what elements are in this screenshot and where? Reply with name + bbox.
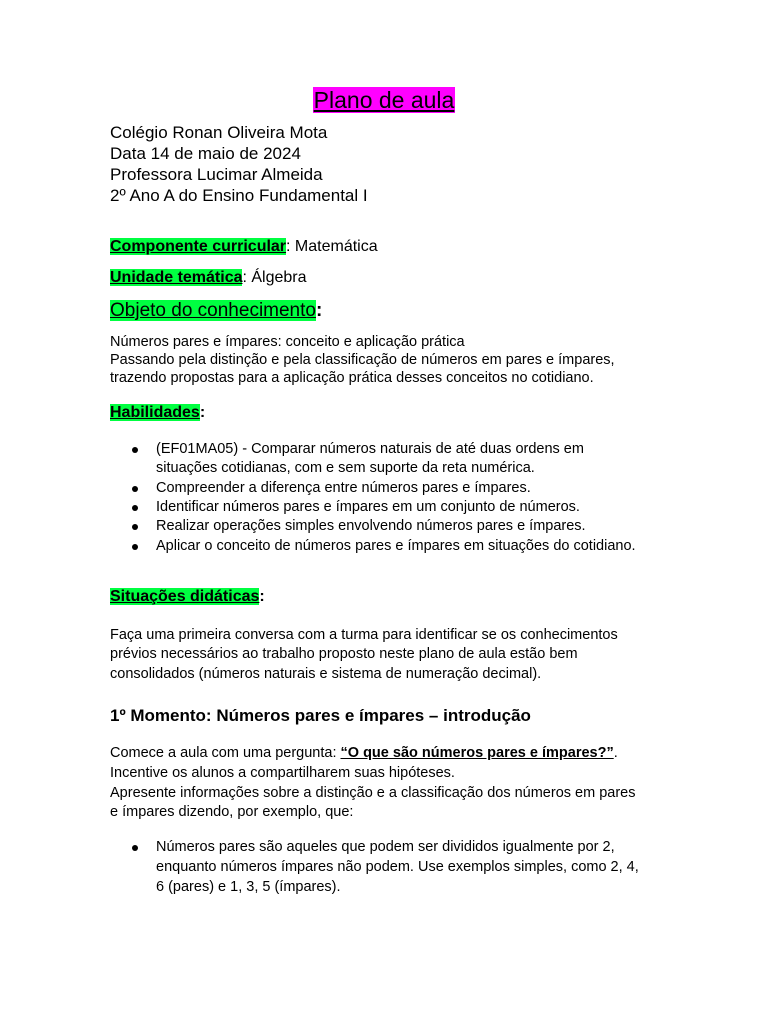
habilidade-item-cont: situações cotidianas, com e sem suporte da reta numérica. [156,460,535,476]
situacoes-line-3: consolidados (números naturais e sistema de numeração decimal). [110,666,542,682]
habilidade-item: Realizar operações simples envolvendo números pares e ímpares. [156,518,586,534]
momento-1-line-3: Apresente informações sobre a distinção e a classificação dos números em pares [110,785,636,801]
bullet-icon [132,447,138,453]
componente-curricular [110,237,378,257]
lesson-date: Data 14 de maio de 2024 [110,144,301,163]
bullet-icon [132,505,138,511]
habilidade-item: Aplicar o conceito de números pares e ímpares em situações do cotidiano. [156,538,636,554]
momento-1-question-line: Comece a aula com uma pergunta: “O que são números pares e ímpares?”. [110,745,618,761]
teacher-name: Professora Lucimar Almeida [110,165,323,184]
componente-label: Componente curricular [110,238,287,255]
situacoes-heading: Situações didáticas: [110,588,265,605]
momento-1-bullet-line-1: Números pares são aqueles que podem ser divididos igualmente por 2, [156,839,615,855]
objeto-line-1: Números pares e ímpares: conceito e aplicação prática [110,334,465,350]
grade-class: 2º Ano A do Ensino Fundamental I [110,186,368,205]
habilidade-item: (EF01MA05) - Comparar números naturais de até duas ordens em [156,441,584,457]
bullet-icon [132,486,138,492]
school-name: Colégio Ronan Oliveira Mota [110,123,328,142]
bullet-icon [132,544,138,550]
situacoes-line-1: Faça uma primeira conversa com a turma para identificar se os conhecimentos [110,627,618,643]
unidade-tematica [110,268,307,288]
situacoes-line-2: prévios necessários ao trabalho proposto neste plano de aula estão bem [110,646,578,662]
momento-1-bullet-line-3: 6 (pares) e 1, 3, 5 (ímpares). [156,879,341,895]
habilidade-item: Compreender a diferença entre números pares e ímpares. [156,480,531,496]
objeto-line-3: trazendo propostas para a aplicação prática desses conceitos no cotidiano. [110,370,594,386]
habilidade-item: Identificar números pares e ímpares em um conjunto de números. [156,499,580,515]
unidade-value: : Álgebra [242,269,307,286]
key-question: “O que são números pares e ímpares?” [340,745,614,761]
momento-1-title: 1º Momento: Números pares e ímpares – introdução [110,706,531,725]
momento-1-line-2: Incentive os alunos a compartilharem suas hipóteses. [110,765,455,781]
objeto-label: Objeto do conhecimento [110,300,316,321]
habilidades-label: Habilidades [110,404,200,421]
momento-1-bullet-line-2: enquanto números ímpares não podem. Use exemplos simples, como 2, 4, [156,859,639,875]
bullet-icon [132,845,138,851]
componente-value: : Matemática [286,238,378,255]
unidade-label: Unidade temática [110,269,243,286]
habilidades-heading: Habilidades: [110,404,206,421]
objeto-heading: Objeto do conhecimento: [110,300,323,321]
momento-1-line-4: e ímpares dizendo, por exemplo, que: [110,804,354,820]
page-title: Plano de aula [313,87,455,113]
bullet-icon [132,524,138,530]
objeto-line-2: Passando pela distinção e pela classificação de números em pares e ímpares, [110,352,615,368]
situacoes-label: Situações didáticas [110,588,260,605]
